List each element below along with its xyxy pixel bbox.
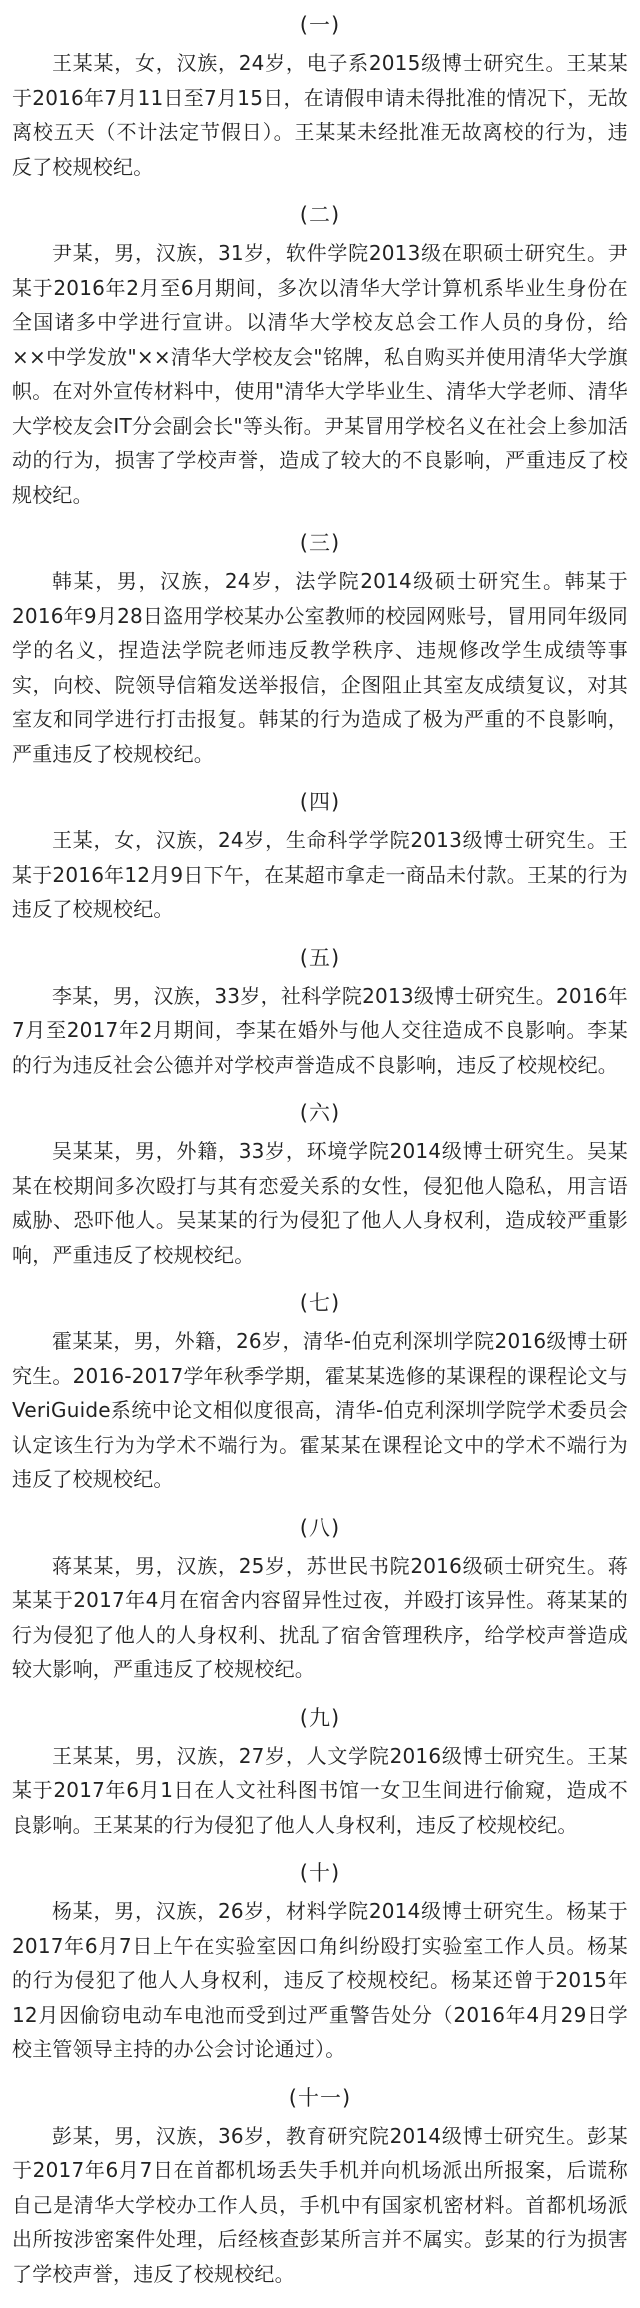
section-paragraph: 吴某某，男，外籍，33岁，环境学院2014级博士研究生。吴某某在校期间多次殴打与其有恋爱关系的女性，侵犯他人隐私，用言语威胁、恐吓他人。吴某某的行为侵犯了他人人身权利，造成较严重影响，严重违反了校规校纪。 (12, 1139, 628, 1267)
section-paragraph: 彭某，男，汉族，36岁，教育研究院2014级博士研究生。彭某于2017年6月7日在首都机场丢失手机并向机场派出所报案，后谎称自己是清华大学校办工作人员，手机中有国家机密材料。首都机场派出所按涉密案件处理，后经核查彭某所言并不属实。彭某的行为损害了学校声誉，违反了校规校纪。 (12, 2123, 628, 2286)
section-number: (四) (299, 790, 341, 814)
section-paragraph: 霍某某，男，外籍，26岁，清华-伯克利深圳学院2016级博士研究生。2016-2017学年秋季学期，霍某某选修的某课程的课程论文与VeriGuide系统中论文相似度很高，清华-伯克利深圳学院学术委员会认定该生行为为学术不端行为。霍某某在课程论文中的学术不端行为违反了校规校纪。 (12, 1329, 628, 1491)
case-section-1 (12, 8, 628, 184)
case-section-4 (12, 785, 628, 927)
section-paragraph: 尹某，男，汉族，31岁，软件学院2013级在职硕士研究生。尹某于2016年2月至6月期间，多次以清华大学计算机系毕业生身份在全国诸多中学进行宣讲。以清华大学校友总会工作人员的身份，给××中学发放"××清华大学校友会"铭牌，私自购买并使用清华大学旗帜。在对外宣传材料中，使用"清华大学毕业生、清华大学老师、清华大学校友会IT分会副会长"等头衔。尹某冒用学校名义在社会上参加活动的行为，损害了学校声誉，造成了较大的不良影响，严重违反了校规校纪。 (12, 241, 628, 507)
section-paragraph: 王某某，男，汉族，27岁，人文学院2016级博士研究生。王某某于2017年6月1日在人文社科图书馆一女卫生间进行偷窥，造成不良影响。王某某的行为侵犯了他人人身权利，违反了校规校纪。 (12, 1743, 628, 1837)
case-section-8 (12, 1511, 628, 1687)
section-number: (二) (299, 203, 341, 227)
case-section-3 (12, 526, 628, 771)
section-number: (十一) (288, 2085, 352, 2110)
section-paragraph: 王某某，女，汉族，24岁，电子系2015级博士研究生。王某某于2016年7月11日至7月15日，在请假申请未得批准的情况下，无故离校五天（不计法定节假日）。王某某未经批准无故离校的行为，违反了校规校纪。 (12, 51, 628, 179)
section-number: (六) (299, 1101, 341, 1125)
section-paragraph: 蒋某某，男，汉族，25岁，苏世民书院2016级硕士研究生。蒋某某于2017年4月在宿舍内容留异性过夜，并殴打该异性。蒋某某的行为侵犯了他人的人身权利、扰乱了宿舍管理秩序，给学校声誉造成较大影响，严重违反了校规校纪。 (12, 1553, 628, 1681)
section-number: (十) (299, 1861, 341, 1885)
section-paragraph: 王某，女，汉族，24岁，生命科学学院2013级博士研究生。王某于2016年12月9日下午，在某超市拿走一商品未付款。王某的行为违反了校规校纪。 (12, 828, 628, 921)
section-paragraph: 李某，男，汉族，33岁，社科学院2013级博士研究生。2016年7月至2017年2月期间，李某在婚外与他人交往造成不良影响。李某的行为违反社会公德并对学校声誉造成不良影响，违反了校规校纪。 (12, 983, 628, 1077)
case-section-9 (12, 1701, 628, 1843)
case-section-5 (12, 941, 628, 1083)
case-section-6 (12, 1096, 628, 1272)
case-section-10 (12, 1856, 628, 2067)
case-section-11 (12, 2081, 628, 2292)
case-section-2 (12, 198, 628, 512)
section-paragraph: 韩某，男，汉族，24岁，法学院2014级硕士研究生。韩某于2016年9月28日盗用学校某办公室教师的校园网账号，冒用同年级同学的名义，捏造法学院老师违反教学秩序、违规修改学生成绩等事实，向校、院领导信箱发送举报信，企图阻止其室友成绩复议，对其室友和同学进行打击报复。韩某的行为造成了极为严重的不良影响，严重违反了校规校纪。 (12, 569, 628, 766)
section-number: (三) (299, 531, 341, 555)
case-section-7 (12, 1286, 628, 1497)
section-paragraph: 杨某，男，汉族，26岁，材料学院2014级博士研究生。杨某于2017年6月7日上午在实验室因口角纠纷殴打实验室工作人员。杨某的行为侵犯了他人人身权利，违反了校规校纪。杨某还曾于2015年12月因偷窃电动车电池而受到过严重警告处分（2016年4月29日学校主管领导主持的办公会讨论通过）。 (12, 1899, 628, 2061)
section-number: (七) (299, 1291, 341, 1315)
section-number: (一) (299, 13, 341, 37)
section-number: (九) (299, 1705, 341, 1730)
section-number: (五) (299, 945, 341, 970)
section-number: (八) (299, 1515, 341, 1540)
